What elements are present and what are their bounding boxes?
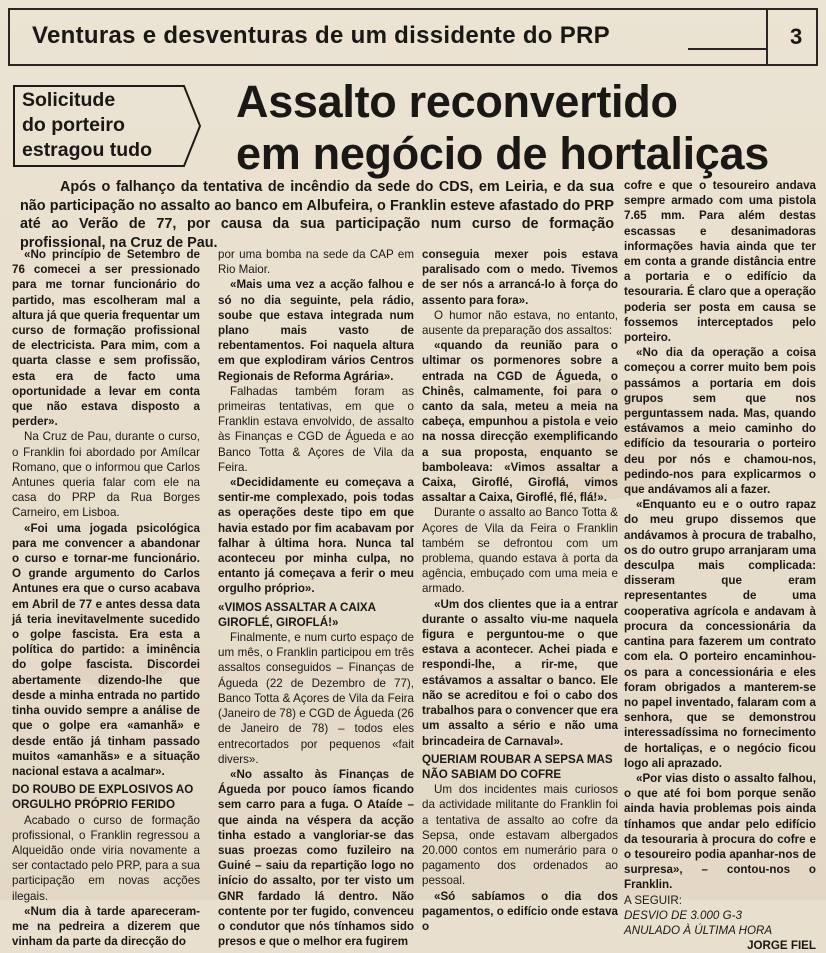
teaser-line: DESVIO DE 3.000 G-3 — [624, 908, 742, 922]
article-column-1 — [12, 247, 200, 949]
paragraph: conseguia mexer pois estava paralisado com o medo. Tivemos de ser nós a arrancá-lo à força do assento para fora». — [422, 248, 618, 307]
paragraph: Falhadas também foram as primeiras tentativas, em que o Franklin estava envolvido, de assalto às Finanças e CGD de Águeda e ao Banco Totta & Açores de Vila da Feira. — [218, 384, 414, 474]
page-number: 3 — [790, 24, 803, 49]
article-column-2 — [218, 247, 414, 949]
paragraph: Na Cruz de Pau, durante o curso, o Franklin foi abordado por Amílcar Romano, que o informou que Carlos Antunes queria falar com ele na casa do PRP da Rua Borges Carneiro, em Lisboa. — [12, 430, 200, 520]
header-divider — [766, 10, 768, 64]
headline-line: Assalto reconvertido — [236, 76, 678, 127]
paragraph: «Enquanto eu e o outro rapaz do meu grupo dissemos que andávamos à procura de trabalho, os do outro grupo arranjaram uma desculpa mais complicada: disseram que eram representantes de uma cooperativa agrícola e andavam à procura da concessionária da cantina para fazerem um contrato com ela. O porteiro encaminhou-os para a concessionária e eles foram obrigados a manterem-se no papel inventado, falaram com a senhora, que se demonstrou interessadíssima no fornecimento de hortaliças, e o negócio ficou logo ali aprazado. — [624, 498, 816, 770]
paragraph: «No princípio de Setembro de 76 comecei a ser pressionado para me tornar funcionário do partido, mas escolheram mal a altura já que queria frequentar um curso de formação profissional de electricista. Para mim, com a quarta classe e sem profissão, esta era de facto uma oportunidade a levar em conta que não estava disposto a perder». — [12, 248, 200, 429]
kicker-line: estragou tudo — [22, 139, 152, 161]
kicker-box — [12, 84, 202, 168]
paragraph: «quando da reunião para o ultimar os pormenores sobre a entrada na CGD de Águeda, o Chinês, calmamente, foi para o canto da sala, meteu a meia na cabeça, empunhou a pistola e veio na nossa direcção exemplificando a sua proposta, enquanto se bamboleava: «Vimos assaltar a Caixa, Giroflé, Giroflá, vimos assaltar a Caixa, Giroflé, flé, flá!». — [422, 339, 618, 505]
paragraph: «No assalto às Finanças de Águeda por pouco íamos ficando sem carro para a fuga. O Ataíde – que ainda na véspera da acção tinha estado a vangloriar-se das suas proezas como fuzileiro na Guiné – saiu da repartição logo no início do assalto, por ter visto um GNR fardado lá dentro. Não contente por ter fugido, convenceu o condutor que nós tínhamos sido presos e que o melhor era fugirem — [218, 767, 414, 949]
paragraph: Finalmente, e num curto espaço de um mês, o Franklin participou em três assaltos conseguidos – Finanças de Águeda (22 de Dezembro de 77), Banco Totta & Açores de Vila da Feira (Janeiro de 78) e CGD de Águeda (26 de Janeiro de 78) – todos eles entrecortados por pequenos «fait divers». — [218, 631, 414, 766]
headline-line: em negócio de hortaliças — [236, 128, 769, 179]
section-header — [8, 8, 818, 66]
lead-paragraph: Após o falhanço da tentativa de incêndio da sede do CDS, em Leiria, e da sua não participação no assalto ao banco em Albufeira, o Franklin esteve afastado do PRP até ao Verão de 77, por causa da sua participação num curso de formação profissional, na Cruz de Pau. — [20, 179, 614, 251]
paragraph: por uma bomba na sede da CAP em Rio Maior. — [218, 248, 414, 277]
subheading: «VIMOS ASSALTAR A CAIXA GIROFLÉ, GIROFLÁ!» — [218, 600, 376, 629]
paragraph: «Um dos clientes que ia a entrar durante o assalto viu-me naquela figura e perguntou-me o que estava a acontecer. Achei piada e respondi-lhe, a rir-me, que estávamos a assaltar o banco. Ele não se acreditou e foi o cabo dos trabalhos para o convencer que era um assalto a sério e não uma brincadeira de Carnaval». — [422, 597, 618, 748]
paragraph: Durante o assalto ao Banco Totta & Açores de Vila da Feira o Franklin também se defrontou com um problema, quando estava à porta da agência, embuçado com uma meia e armado. — [422, 506, 618, 596]
paragraph: «Foi uma jogada psicológica para me convencer a abandonar o curso e tornar-me funcionário. O grande argumento do Carlos Antunes era que o curso acabava em Abril de 77 e antes dessa data já teria inevitavelmente sucedido o golpe fascista. Era esta a política do partido: a iminência do golpe fascista. Discordei abertamente dizendo-lhe que desde a minha entrada no partido tinha ouvido sempre a análise de que o golpe era «amanhã» e desde então já tinham passado muitos «amanhãs» e a situação nacional estava a acalmar». — [12, 521, 200, 778]
paragraph: «No dia da operação a coisa começou a correr muito bem pois passámos a portaria em dois grupos sem que nos perguntassem nada. Mas, quando estávamos a meio caminho do edifício da tesouraria o porteiro deu por nós e chamou-nos, pedindo-nos para explicarmos o que andávamos ali a fazer. — [624, 346, 816, 497]
paragraph: cofre e que o tesoureiro andava sempre armado com uma pistola 7.65 mm. Para além destas escassas e desanimadoras informações havia ainda que ter em conta a grande distância entre a portaria e o edifício da tesouraria. É claro que a operação poderia ser posta em causa se fossemos interceptados pelo porteiro. — [624, 179, 816, 345]
paragraph: «Decididamente eu começava a sentir-me complexado, pois todas as operações deste tipo em que havia estado por fim acabavam por falhar à última hora. Nunca tal aconteceu por minha culpa, no entanto já começava a ferir o meu orgulho próprio». — [218, 476, 414, 596]
paragraph: «Só sabíamos o dia dos pagamentos, o edifício onde estava o — [422, 889, 618, 933]
header-rule — [688, 48, 768, 50]
paragraph: Acabado o curso de formação profissional, o Franklin regressou a Alqueidão onde viria novamente a ser contactado pelo PRP, para a sua participação em novas acções ilegais. — [12, 813, 200, 903]
byline: JORGE FIEL — [747, 939, 816, 953]
article-column-3 — [422, 247, 618, 933]
teaser-label: A SEGUIR: — [624, 893, 682, 907]
teaser-line: ANULADO À ÚLTIMA HORA — [624, 923, 773, 937]
paragraph: O humor não estava, no entanto, ausente da preparação dos assaltos: — [422, 308, 618, 338]
paragraph: «Num dia à tarde apareceram-me na pedreira a dizerem que vinham da parte da direcção do — [12, 904, 200, 949]
paragraph: Um dos incidentes mais curiosos da actividade militante do Franklin foi a tentativa de assalto ao cofre da Sepsa, onde estavam albergados 20.000 contos em numerário para o pagamento dos ordenados ao pessoal. — [422, 783, 618, 888]
subheading: QUERIAM ROUBAR A SEPSA MAS NÃO SABIAM DO COFRE — [422, 752, 613, 781]
headline — [236, 76, 769, 180]
subheading: DO ROUBO DE EXPLOSIVOS AO ORGULHO PRÓPRIO FERIDO — [12, 783, 194, 812]
article-column-4 — [624, 178, 816, 953]
kicker-text — [22, 88, 152, 163]
section-title: Venturas e desventuras de um dissidente do PRP — [32, 22, 610, 49]
paragraph: «Por vias disto o assalto falhou, o que até foi bom porque senão ainda havia problemas pois ainda tínhamos que andar pelo edifício da tesouraria à procura do cofre e o tesoureiro podia apanhar-nos de surpresa», – contou-nos o Franklin. — [624, 771, 816, 892]
paragraph: «Mais uma vez a acção falhou e só no dia seguinte, pela rádio, soube que estava integrada num plano mais vasto de rebentamentos. Foi naquela altura em que explodiram vários Centros Regionais de Reforma Agrária». — [218, 278, 414, 383]
kicker-line: Solicitude — [22, 89, 116, 111]
kicker-line: do porteiro — [22, 114, 125, 136]
